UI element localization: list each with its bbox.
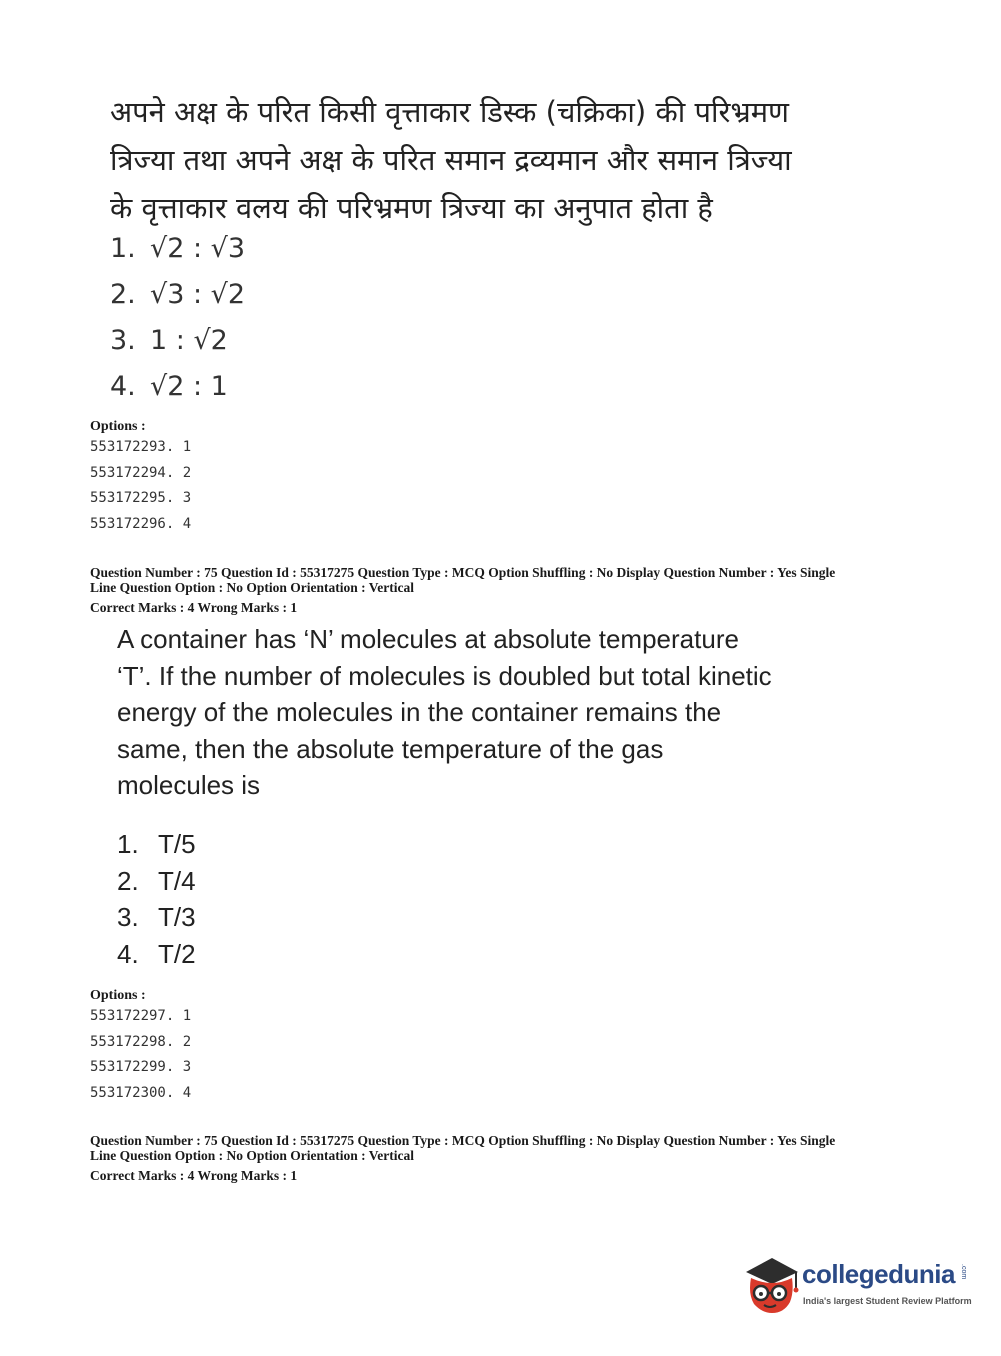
question-1-options [110,226,245,410]
option-text: T/3 [158,902,196,932]
option-id: 553172294. 2 [90,464,192,481]
option-id: 553172300. 4 [90,1084,192,1101]
option-number: 2. [110,279,136,310]
option-number: 3. [110,325,136,356]
question-2-line: A container has ‘N’ molecules at absolute temperature [117,624,739,654]
question-2-line: ‘T’. If the number of molecules is doubled but total kinetic [117,660,772,691]
question-2-option [117,863,196,900]
option-id: 553172298. 2 [90,1033,192,1050]
option-number: 4. [117,938,139,969]
question-1-line: अपने अक्ष के परित किसी वृत्ताकार डिस्क (चक्रिका) की परिभ्रमण [110,95,790,129]
question-1-option [110,226,245,272]
question-2-options [117,826,196,972]
option-id: 553172297. 1 [90,1008,192,1024]
meta-line: Line Question Option : No Option Orientation : Vertical [90,580,415,595]
option-id: 553172293. 1 [90,439,192,455]
brand-tagline: India's largest Student Review Platform [803,1296,972,1306]
option-text: √2 : √3 [150,233,246,264]
question-1-line: त्रिज्या तथा अपने अक्ष के परित समान द्रव्यमान और समान त्रिज्या [110,143,792,177]
question-1-option [110,364,245,410]
question-2-line: same, then the absolute temperature of the gas [117,733,664,764]
option-text: √3 : √2 [150,279,246,310]
option-text: T/2 [158,938,196,969]
option-number: 4. [110,371,136,402]
question-2-option [117,899,196,936]
option-text: √2 : 1 [150,371,228,402]
marks-line: Correct Marks : 4 Wrong Marks : 1 [90,600,298,615]
meta-line: Question Number : 75 Question Id : 55317275 Question Type : MCQ Option Shuffling : No Display Question Number : Yes Single [90,1133,836,1148]
collegedunia-logo [742,1250,972,1320]
question-1-text [110,88,870,232]
question-meta [90,1133,920,1183]
meta-line: Line Question Option : No Option Orientation : Vertical [90,1148,415,1163]
brand-name: collegedunia [802,1259,955,1289]
question-2-line: energy of the molecules in the container remains the [117,697,722,727]
question-2-text [117,621,837,804]
options-label: Options : [90,419,146,434]
question-1-line: के वृत्ताकार वलय की परिभ्रमण त्रिज्या का अनुपात होता है [110,191,713,225]
option-number: 1. [110,233,136,264]
option-id: 553172299. 3 [90,1059,192,1075]
option-id: 553172296. 4 [90,515,192,532]
option-text: 1 : √2 [150,325,228,356]
options-label: Options : [90,988,146,1003]
question-meta [90,565,920,615]
question-1-option [110,318,245,364]
option-text: T/5 [158,829,196,859]
question-2-line: molecules is [117,770,261,800]
marks-line: Correct Marks : 4 Wrong Marks : 1 [90,1168,298,1183]
meta-line: Question Number : 75 Question Id : 55317275 Question Type : MCQ Option Shuffling : No Display Question Number : Yes Single [90,565,836,580]
question-2-option [117,826,196,863]
brand-suffix: .com [960,1264,967,1280]
option-number: 1. [117,829,139,859]
option-id-list [90,1004,191,1106]
question-1-option [110,272,245,318]
question-2-option [117,936,196,973]
option-id: 553172295. 3 [90,490,192,506]
student-mascot-icon [742,1250,800,1316]
option-text: T/4 [158,865,196,896]
option-number: 2. [117,865,139,896]
option-id-list [90,435,191,537]
option-number: 3. [117,902,139,932]
